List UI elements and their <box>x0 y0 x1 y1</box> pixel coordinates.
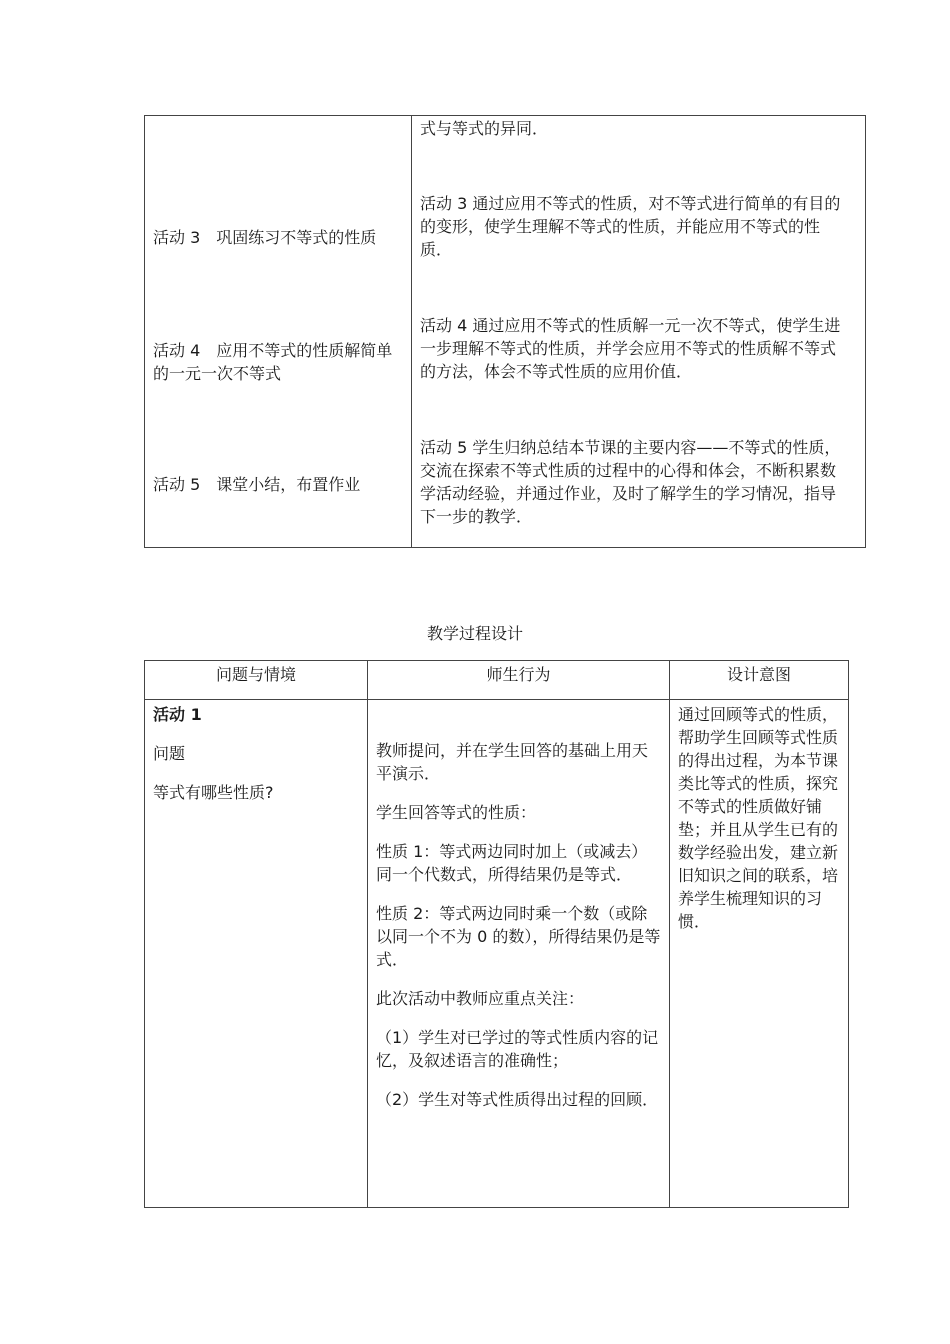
behavior-paragraph: 学生回答等式的性质： <box>376 803 537 822</box>
header-behavior: 师生行为 <box>486 665 551 684</box>
table1-continuation-text: 式与等式的异同． <box>420 119 549 138</box>
header-intent: 设计意图 <box>726 665 791 684</box>
table1-divider <box>411 115 412 548</box>
table2-right-border <box>848 660 849 1208</box>
activity-5-label: 活动 5 课堂小结，布置作业 <box>153 475 361 494</box>
table2-divider-2 <box>669 660 670 1208</box>
design-intent: 通过回顾等式的性质，帮助学生回顾等式性质的得出过程，为本节课类比等式的性质，探究不等式的性质做好铺垫；并且从学生已有的数学经验出发，建立新旧知识之间的联系，培养学生梳理知识的习惯． <box>678 705 839 931</box>
header-problem: 问题与情境 <box>215 665 296 684</box>
behavior-paragraph: 性质 2：等式两边同时乘一个数（或除以同一个不为 0 的数），所得结果仍是等式． <box>376 904 661 969</box>
table2-header-border <box>144 699 849 700</box>
section-title: 教学过程设计 <box>426 624 523 643</box>
activity-3-label: 活动 3 巩固练习不等式的性质 <box>153 228 377 247</box>
activity-4-purpose: 活动 4 通过应用不等式的性质解一元一次不等式，使学生进一步理解不等式的性质，并学会应用不等式的性质解不等式的方法，体会不等式性质的应用价值． <box>420 316 841 381</box>
activity-1-title: 活动 1 <box>153 705 202 724</box>
activity-5-purpose: 活动 5 学生归纳总结本节课的主要内容——不等式的性质，交流在探索不等式性质的过程中的心得和体会，不断积累数学活动经验，并通过作业，及时了解学生的学习情况，指导下一步的教学． <box>420 438 841 526</box>
behavior-paragraph: 性质 1：等式两边同时加上（或减去）同一个代数式，所得结果仍是等式． <box>376 842 648 884</box>
table2-top-border <box>144 660 849 661</box>
teacher-student-behavior <box>376 739 662 1111</box>
table2-divider-1 <box>367 660 368 1208</box>
table1-right-border <box>865 115 866 548</box>
table2-left-border <box>144 660 145 1208</box>
problem-question: 等式有哪些性质? <box>153 783 274 802</box>
activity-4-label: 活动 4 应用不等式的性质解简单的一元一次不等式 <box>153 341 393 383</box>
table1-bottom-border <box>144 547 866 548</box>
activity-3-purpose: 活动 3 通过应用不等式的性质，对不等式进行简单的有目的的变形，使学生理解不等式的性质，并能应用不等式的性质． <box>420 194 841 259</box>
behavior-paragraph: 此次活动中教师应重点关注： <box>376 989 585 1008</box>
problem-label: 问题 <box>153 744 186 763</box>
table1-left-border <box>144 115 145 548</box>
behavior-paragraph: （2）学生对等式性质得出过程的回顾． <box>376 1090 659 1109</box>
table1-top-border <box>144 115 866 116</box>
behavior-paragraph: （1）学生对已学过的等式性质内容的记忆，及叙述语言的准确性； <box>376 1028 659 1070</box>
behavior-paragraph: 教师提问，并在学生回答的基础上用天平演示． <box>376 741 649 783</box>
table2-bottom-border <box>144 1207 849 1208</box>
